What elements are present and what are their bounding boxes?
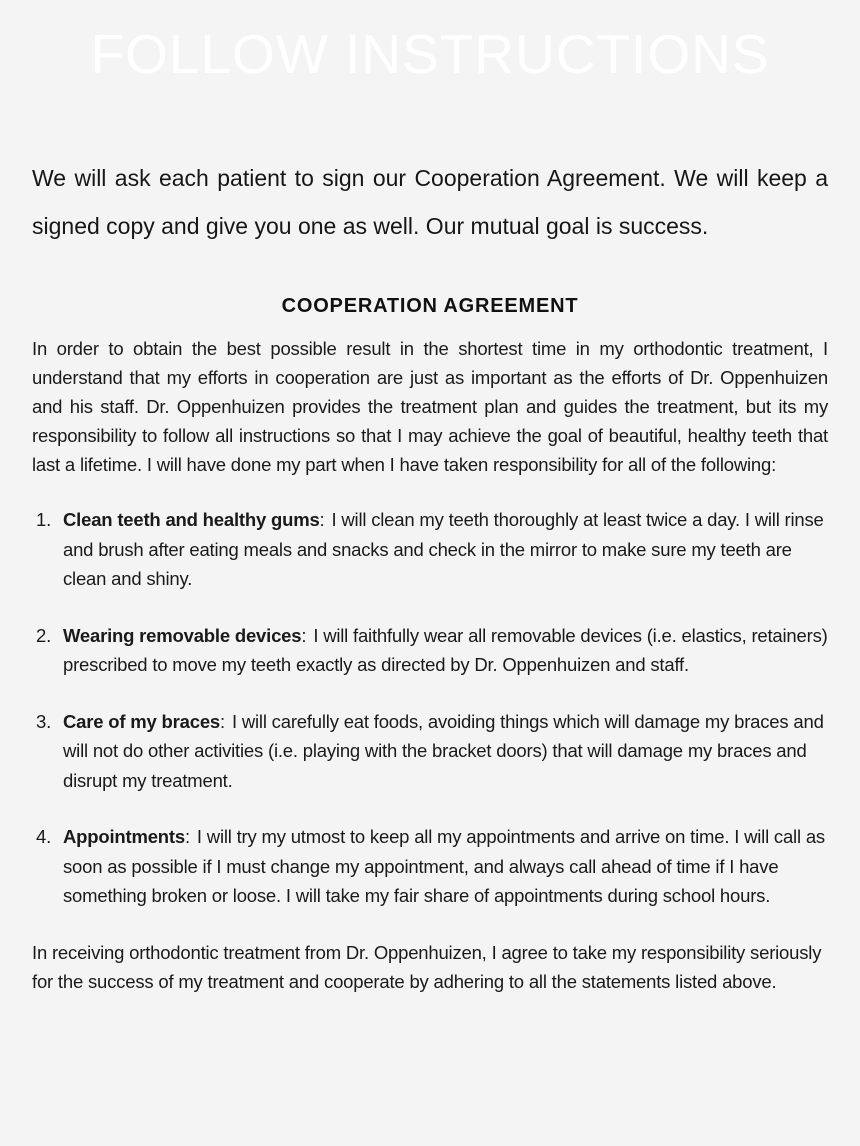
list-item-text: I will try my utmost to keep all my appointments and arrive on time. I will call as soon as possible if I must change my appointment, and always call ahead of time if I have something broken or loose. I will take my fair share of appointments during school hours. xyxy=(63,826,825,906)
list-item-colon: : xyxy=(220,710,225,732)
list-item xyxy=(36,505,830,594)
list-item-number: 2. xyxy=(36,624,52,646)
closing-paragraph: In receiving orthodontic treatment from Dr. Oppenhuizen, I agree to take my responsibility seriously for the success of my treatment and cooperate by adhering to all the statements listed above. xyxy=(32,941,822,992)
list-item-colon: : xyxy=(301,624,307,646)
list-item xyxy=(36,621,830,680)
list-item-body xyxy=(63,707,830,796)
list-item xyxy=(36,822,830,911)
list-item-colon: : xyxy=(184,826,190,847)
list-item-title: Clean teeth and healthy gums xyxy=(63,509,320,530)
list-item-text: I will faithfully wear all removable devices (i.e. elastics, retainers) prescribed to move my teeth exactly as directed by Dr. Oppenhuizen and staff. xyxy=(63,624,828,675)
page-title: FOLLOW INSTRUCTIONS xyxy=(90,23,770,85)
list-item-body xyxy=(63,505,830,594)
list-item xyxy=(36,707,830,796)
intro-paragraph: We will ask each patient to sign our Cooperation Agreement. We will keep a signed copy and give you one as well. Our mutual goal is success. xyxy=(32,165,828,239)
list-item-number: 4. xyxy=(36,826,52,847)
list-item-body xyxy=(63,822,830,911)
agreement-list xyxy=(36,505,830,911)
list-item-text: I will clean my teeth thoroughly at least twice a day. I will rinse and brush after eating meals and snacks and check in the mirror to make sure my teeth are clean and shiny. xyxy=(63,509,824,589)
list-item-number: 3. xyxy=(36,710,52,732)
list-item-text: I will carefully eat foods, avoiding things which will damage my braces and will not do other activities (i.e. playing with the bracket doors) that will damage my braces and disrupt my treatment. xyxy=(63,710,824,791)
list-item-number: 1. xyxy=(36,509,52,530)
list-item-title: Care of my braces xyxy=(63,710,221,732)
agreement-heading: COOPERATION AGREEMENT xyxy=(281,295,579,317)
agreement-opening-paragraph: In order to obtain the best possible result in the shortest time in my orthodontic treatment, I understand that my efforts in cooperation are just as important as the efforts of Dr. Oppenhuizen and his staff. Dr. Oppenhuizen provides the treatment plan and guides the treatment, but its my responsibility to follow all instructions so that I may achieve the goal of beautiful, healthy teeth that last a lifetime. I will have done my part when I have taken responsibility for all of the following: xyxy=(32,338,828,475)
list-item-title: Appointments xyxy=(63,826,185,847)
list-item-body xyxy=(63,621,830,680)
list-item-colon: : xyxy=(319,509,325,530)
list-item-title: Wearing removable devices xyxy=(63,624,302,646)
